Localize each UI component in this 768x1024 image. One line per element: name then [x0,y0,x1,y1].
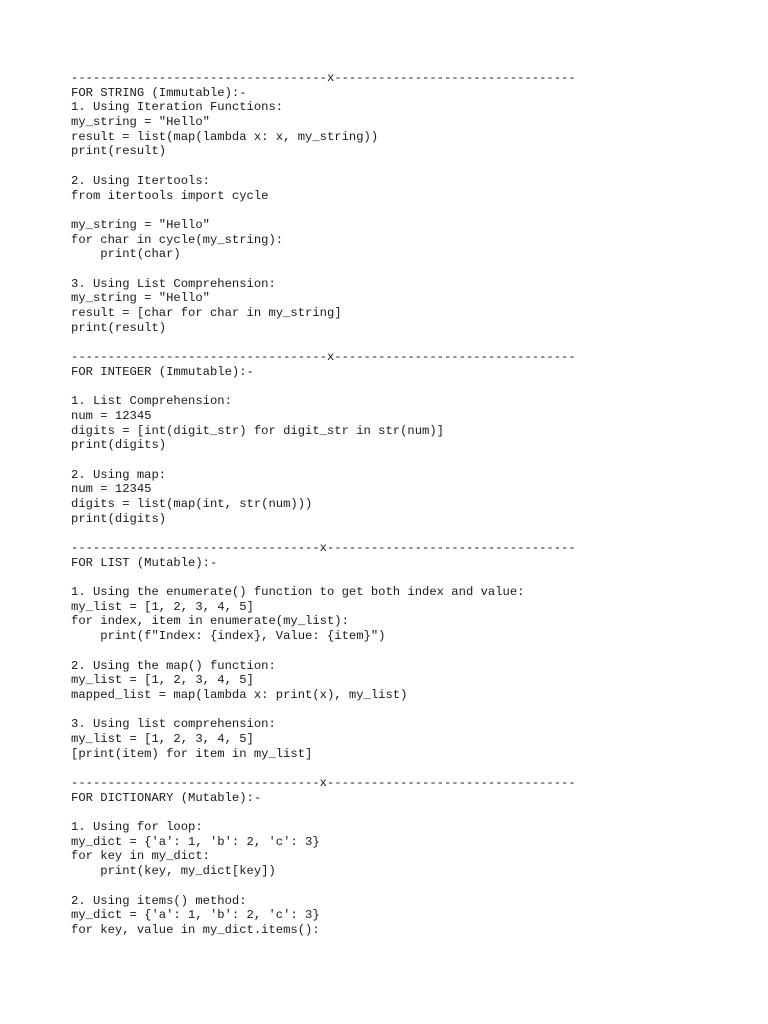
method-heading: 2. Using the map() function: [71,658,276,673]
code-line: my_dict = {'a': 1, 'b': 2, 'c': 3} [71,834,320,849]
code-line: print(digits) [71,511,167,526]
section-divider: -----------------------------------x--------------------------------- [71,71,576,85]
method-heading: 1. Using for loop: [71,820,203,835]
blank-line [71,335,751,350]
blank-line [71,879,751,894]
blank-line [71,703,751,718]
code-line: num = 12345 [71,408,152,423]
section-divider: -----------------------------------x--------------------------------- [71,350,576,365]
code-line: result = [char for char in my_string] [71,306,342,320]
code-line: for index, item in enumerate(my_list): [71,614,349,629]
code-line: print(result) [71,144,167,159]
section-divider: ----------------------------------x---------------------------------- [71,776,576,790]
blank-line [71,203,751,218]
code-line: print(key, my_dict[key]) [71,864,276,879]
blank-line [71,526,751,541]
blank-line [71,262,751,277]
code-line: num = 12345 [71,482,152,497]
document-page [71,71,751,938]
method-heading: 3. Using List Comprehension: [71,276,276,291]
code-line: print(result) [71,320,167,335]
blank-line [71,159,751,174]
section-heading: FOR DICTIONARY (Mutable):- [71,790,262,805]
code-line: print(f"Index: {index}, Value: {item}") [71,629,386,644]
blank-line [71,379,751,394]
method-heading: 1. Using the enumerate() function to get both index and value: [71,585,525,600]
code-line: for key in my_dict: [71,849,210,864]
code-line: for char in cycle(my_string): [71,232,284,247]
code-line: my_dict = {'a': 1, 'b': 2, 'c': 3} [71,908,320,923]
code-line: my_string = "Hello" [71,217,210,232]
blank-line [71,644,751,659]
section-heading: FOR INTEGER (Immutable):- [71,364,254,379]
code-line: [print(item) for item in my_list] [71,746,313,761]
code-line: from itertools import cycle [71,188,269,203]
code-line: digits = [int(digit_str) for digit_str in str(num)] [71,423,444,438]
section-heading: FOR LIST (Mutable):- [71,555,218,570]
code-line: my_list = [1, 2, 3, 4, 5] [71,731,254,746]
code-line: digits = list(map(int, str(num))) [71,496,313,511]
code-line: my_list = [1, 2, 3, 4, 5] [71,599,254,614]
method-heading: 3. Using list comprehension: [71,717,276,732]
code-line: mapped_list = map(lambda x: print(x), my_list) [71,687,408,702]
blank-line [71,761,751,776]
blank-line [71,570,751,585]
code-line: print(char) [71,247,181,262]
code-line: print(digits) [71,438,167,453]
code-line: my_string = "Hello" [71,291,210,306]
code-line: my_string = "Hello" [71,115,210,130]
method-heading: 1. Using Iteration Functions: [71,100,284,115]
section-divider: ----------------------------------x---------------------------------- [71,541,576,555]
method-heading: 2. Using Itertools: [71,173,210,188]
method-heading: 2. Using items() method: [71,893,247,908]
code-line: result = list(map(lambda x: x, my_string)) [71,129,379,144]
method-heading: 2. Using map: [71,467,167,482]
blank-line [71,453,751,468]
code-line: my_list = [1, 2, 3, 4, 5] [71,673,254,688]
blank-line [71,805,751,820]
code-line: for key, value in my_dict.items(): [71,922,320,937]
section-heading: FOR STRING (Immutable):- [71,85,247,100]
method-heading: 1. List Comprehension: [71,394,232,409]
